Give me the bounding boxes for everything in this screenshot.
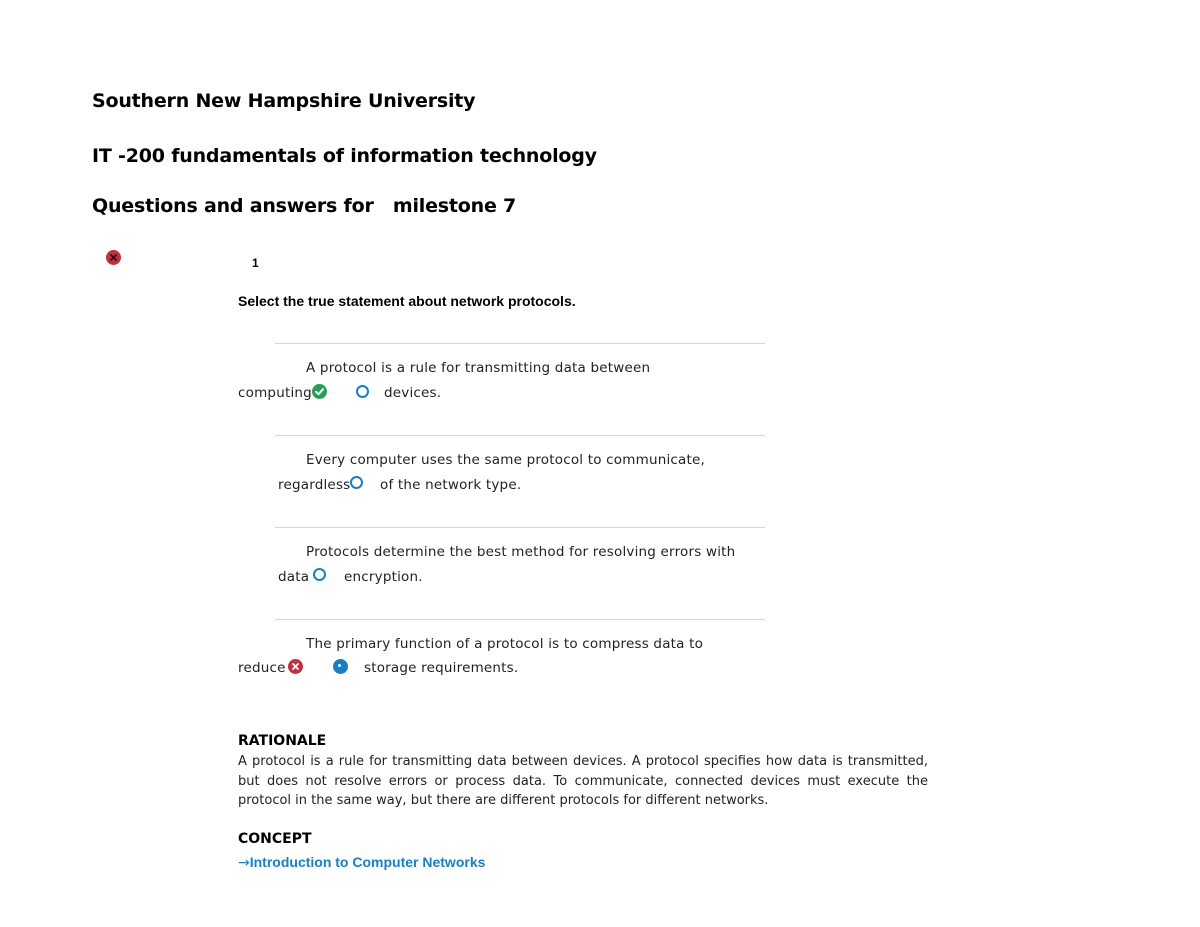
option-1-tail: devices. xyxy=(384,385,442,401)
x-circle-icon xyxy=(288,659,303,674)
option-4-radio-selected[interactable] xyxy=(333,659,348,674)
option-3-radio[interactable] xyxy=(313,568,326,581)
divider xyxy=(275,619,765,620)
concept-link-text[interactable]: Introduction to Computer Networks xyxy=(249,854,486,870)
option-3-line1: Protocols determine the best method for resolving errors with xyxy=(306,544,736,560)
concept-link[interactable] xyxy=(238,852,485,871)
divider xyxy=(275,435,765,436)
concept-heading: CONCEPT xyxy=(238,831,312,847)
check-circle-icon xyxy=(312,384,327,399)
option-1-line1: A protocol is a rule for transmitting data between xyxy=(306,360,651,376)
page-subtitle: Questions and answers for milestone 7 xyxy=(92,195,517,217)
option-4-line1: The primary function of a protocol is to compress data to xyxy=(306,636,704,652)
option-1-radio[interactable] xyxy=(356,385,369,398)
option-2-line1: Every computer uses the same protocol to communicate, xyxy=(306,452,706,468)
option-2-tail: of the network type. xyxy=(380,477,522,493)
rationale-heading: RATIONALE xyxy=(238,733,327,749)
university-title: Southern New Hampshire University xyxy=(92,90,476,112)
option-2-lead: regardless xyxy=(278,477,351,493)
question-prompt: Select the true statement about network protocols. xyxy=(238,293,576,309)
rationale-text: A protocol is a rule for transmitting data between devices. A protocol specifies how data is transmitted, but does not resolve errors or process data. To communicate, connected devices must execute the protocol in the same way, but there are different protocols for different networks. xyxy=(238,754,928,808)
question-number: 1 xyxy=(252,256,259,270)
divider xyxy=(275,343,765,344)
option-1-lead: computing xyxy=(238,385,312,401)
option-3-tail: encryption. xyxy=(344,569,423,585)
arrow-right-icon: → xyxy=(238,855,250,871)
divider xyxy=(275,527,765,528)
option-4-tail: storage requirements. xyxy=(364,660,519,676)
option-3-lead: data xyxy=(278,569,310,585)
course-title: IT -200 fundamentals of information technology xyxy=(92,145,597,167)
x-circle-icon xyxy=(106,250,121,265)
option-4-lead: reduce xyxy=(238,660,286,676)
option-2-radio[interactable] xyxy=(350,476,363,489)
